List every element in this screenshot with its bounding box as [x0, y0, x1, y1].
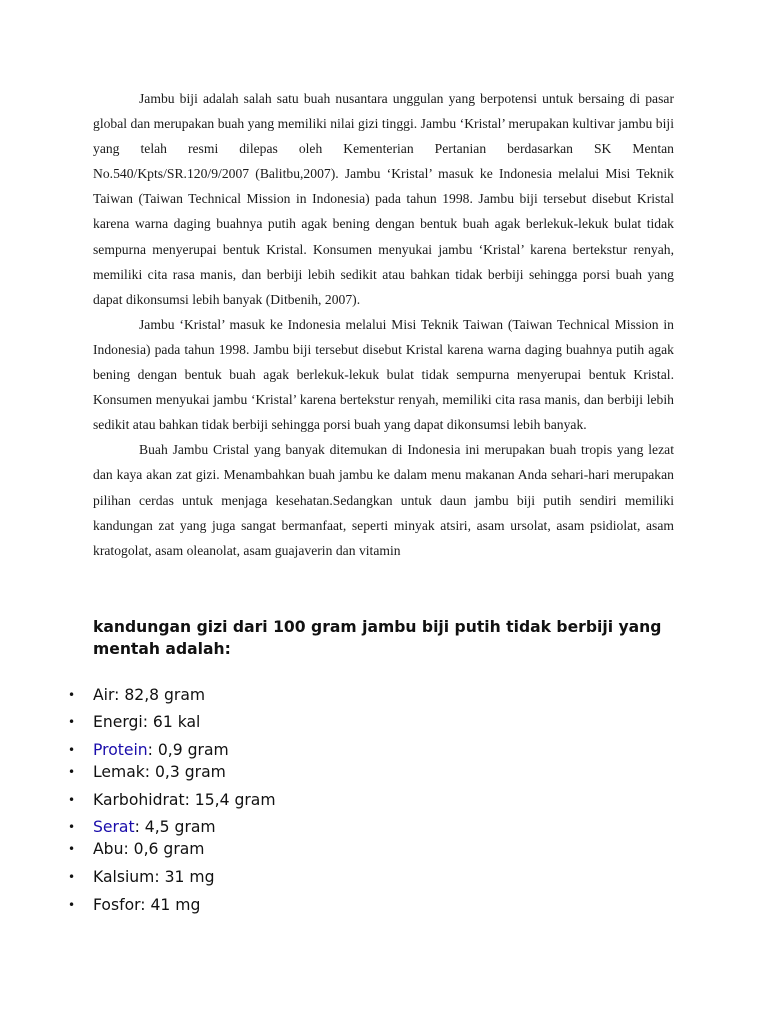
bullet-icon: • — [68, 793, 76, 807]
nutrient-name: Fosfor — [93, 896, 141, 914]
nutrient-name: Energi — [93, 713, 143, 731]
nutrient-value: : 4,5 gram — [134, 818, 216, 836]
bullet-icon: • — [68, 743, 76, 757]
nutrient-name: Abu — [93, 840, 124, 858]
nutrient-value: : 61 kal — [142, 713, 201, 731]
nutrient-name: Lemak — [93, 763, 145, 781]
nutrient-value: : 15,4 gram — [184, 791, 276, 809]
nutrient-value: : 82,8 gram — [114, 686, 206, 704]
body-text — [93, 86, 674, 563]
nutrient-name: Air — [93, 686, 115, 704]
bullet-icon: • — [68, 688, 76, 702]
nutrient-value: : 0,3 gram — [144, 763, 226, 781]
bullet-icon: • — [68, 842, 76, 856]
nutrient-link-protein[interactable]: Protein — [93, 741, 148, 759]
nutrient-value: : 41 mg — [140, 896, 201, 914]
paragraph-1: Jambu biji adalah salah satu buah nusantara unggulan yang berpotensi untuk bersaing di pasar global dan merupakan buah yang memiliki nilai gizi tinggi. Jambu ‘Kristal’ merupakan kultivar jambu biji yang telah resmi dilepas oleh Kementerian Pertanian berdasarkan SK Mentan No.540/Kpts/SR.120/9/2007 (Balitbu,2007). Jambu ‘Kristal’ masuk ke Indonesia melalui Misi Teknik Taiwan (Taiwan Technical Mission in Indonesia) pada tahun 1998. Jambu biji tersebut disebut Kristal karena warna daging buahnya putih agak bening dengan bentuk buah agak berlekuk-lekuk bulat tidak sempurna menyerupai bentuk Kristal. Konsumen menyukai jambu ‘Kristal’ karena bertekstur renyah, memiliki cita rasa manis, dan berbiji lebih sedikit atau bahkan tidak berbiji sehingga porsi buah yang dapat dikonsumsi lebih banyak (Ditbenih, 2007). — [93, 91, 674, 307]
nutrition-heading: kandungan gizi dari 100 gram jambu biji putih tidak berbiji yang mentah adalah: — [93, 618, 662, 658]
bullet-icon: • — [68, 715, 76, 729]
nutrient-value: : 31 mg — [154, 868, 215, 886]
nutrient-name: Kalsium — [93, 868, 155, 886]
nutrient-value: : 0,9 gram — [147, 741, 229, 759]
nutrient-link-serat[interactable]: Serat — [93, 818, 135, 836]
bullet-icon: • — [68, 820, 76, 834]
bullet-icon: • — [68, 870, 76, 884]
nutrient-value: : 0,6 gram — [123, 840, 205, 858]
bullet-icon: • — [68, 765, 76, 779]
paragraph-2: Jambu ‘Kristal’ masuk ke Indonesia melalui Misi Teknik Taiwan (Taiwan Technical Mission in Indonesia) pada tahun 1998. Jambu biji tersebut disebut Kristal karena warna daging buahnya putih agak bening dengan bentuk buah agak berlekuk-lekuk bulat tidak sempurna menyerupai bentuk Kristal. Konsumen menyukai jambu ‘Kristal’ karena bertekstur renyah, memiliki cita rasa manis, dan berbiji lebih sedikit atau bahkan tidak berbiji sehingga porsi buah yang dapat dikonsumsi lebih banyak. — [93, 316, 674, 433]
paragraph-3: Buah Jambu Cristal yang banyak ditemukan di Indonesia ini merupakan buah tropis yang lezat dan kaya akan zat gizi. Menambahkan buah jambu ke dalam menu makanan Anda sehari-hari merupakan pilihan cerdas untuk menjaga kesehatan.Sedangkan untuk daun jambu biji putih sendiri memiliki kandungan zat yang juga sangat bermanfaat, seperti minyak atsiri, asam ursolat, asam psidiolat, asam kratogolat, asam oleanolat, asam guajaverin dan vitamin — [93, 442, 674, 558]
nutrient-name: Karbohidrat — [93, 791, 185, 809]
bullet-icon: • — [68, 898, 76, 912]
